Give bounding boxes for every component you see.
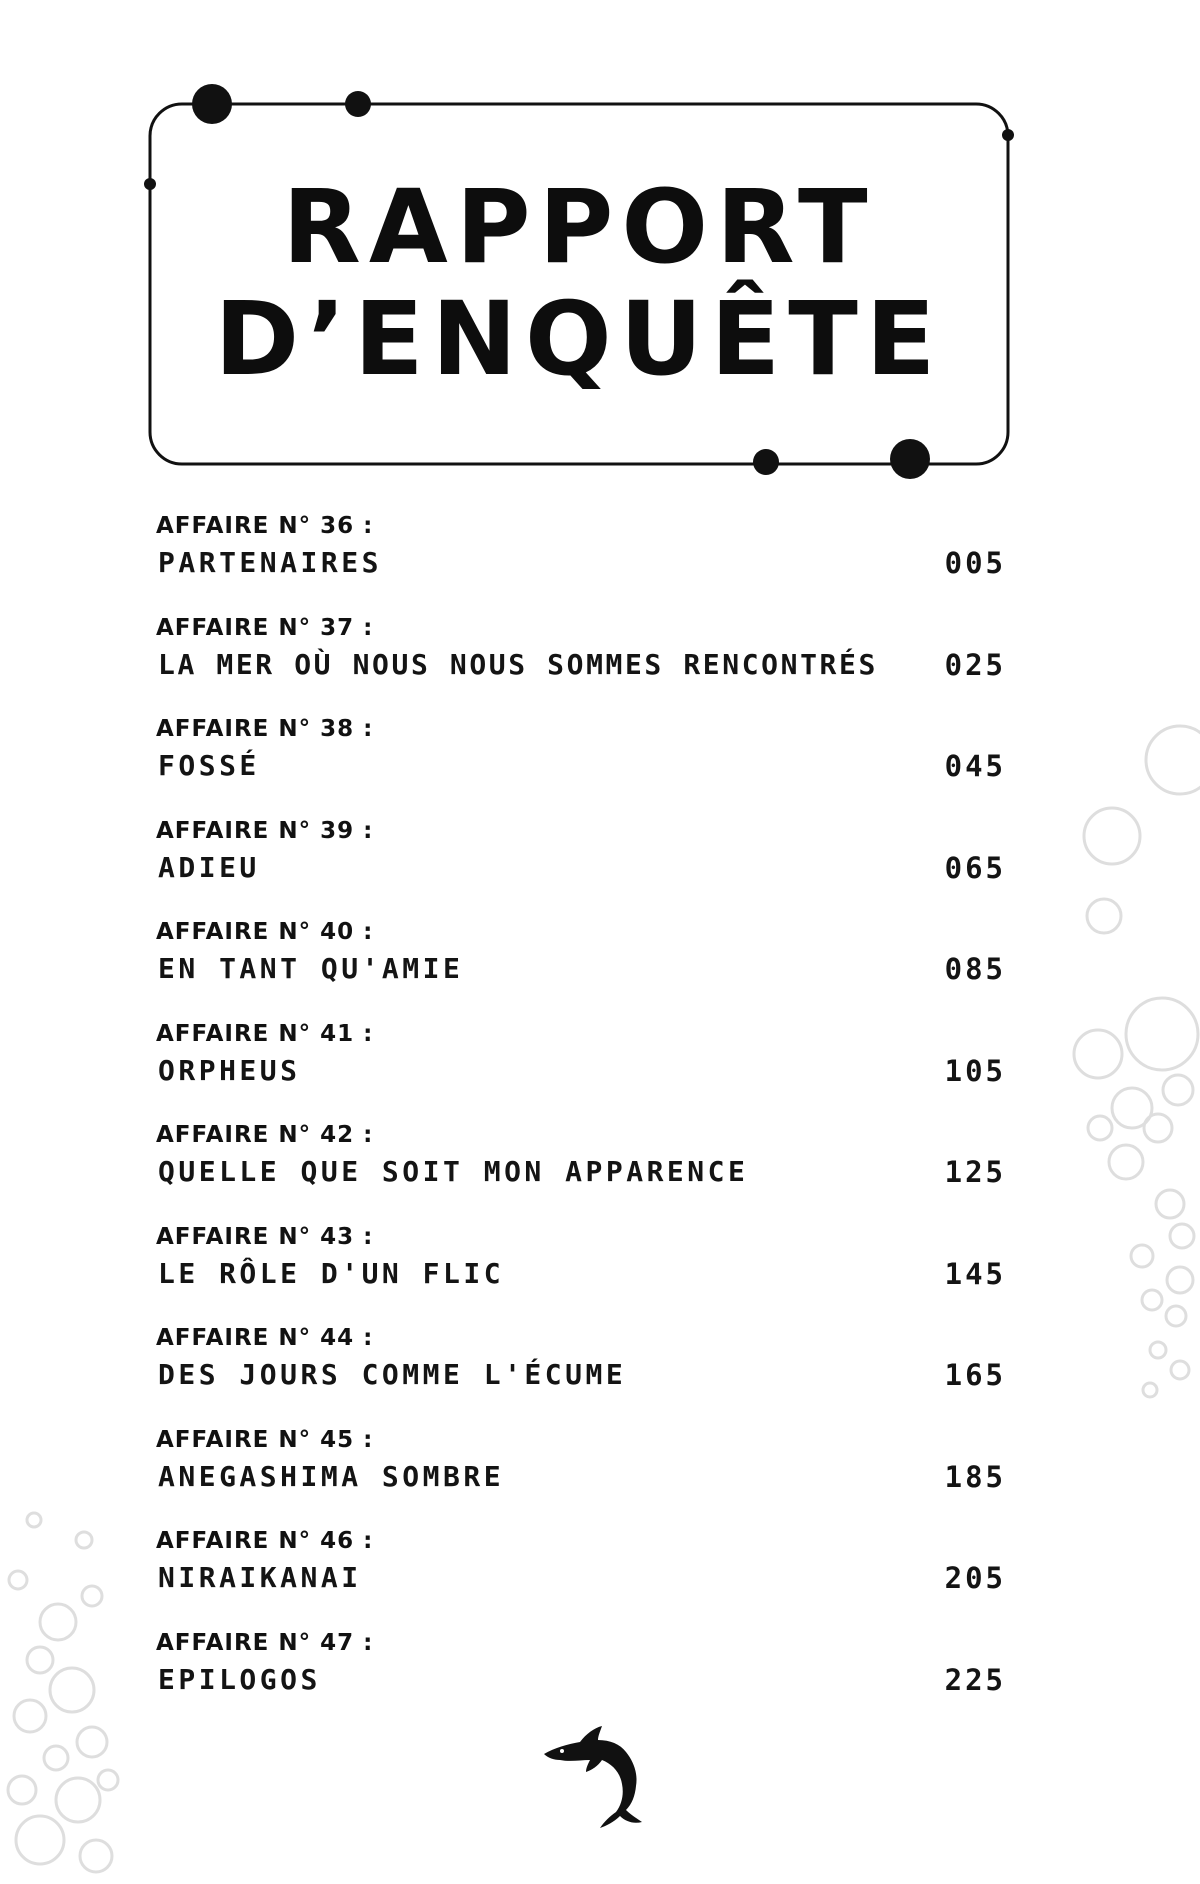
chapter-title: EN TANT QU'AMIE (158, 952, 464, 985)
page-number: 045 (944, 749, 1006, 783)
case-label: AFFAIRE N° 43 : (156, 1223, 374, 1250)
case-label: AFFAIRE N° 39 : (156, 817, 374, 844)
case-label: AFFAIRE N° 41 : (156, 1020, 374, 1047)
case-label: AFFAIRE N° 36 : (156, 513, 374, 539)
case-label: AFFAIRE N° 45 : (156, 1426, 374, 1453)
toc-entry (156, 1223, 1006, 1325)
toc-entry (156, 918, 1006, 1020)
toc-entry (156, 1629, 1006, 1731)
toc-entry (156, 715, 1006, 817)
toc-entry (156, 512, 1006, 614)
case-label: AFFAIRE N° 37 : (156, 614, 374, 641)
title-line-1: RAPPORT (282, 168, 876, 287)
toc-entry (156, 1121, 1006, 1223)
case-label: AFFAIRE N° 46 : (156, 1528, 374, 1554)
page-number: 025 (944, 647, 1006, 682)
page-number: 005 (944, 546, 1006, 580)
page-title (150, 104, 1008, 464)
chapter-title: ADIEU (158, 850, 260, 884)
toc-entry (156, 1020, 1006, 1122)
chapter-title: LE RÔLE D'UN FLIC (158, 1256, 505, 1290)
title-line-2: D’ENQUÊTE (214, 280, 944, 399)
page-number: 185 (944, 1459, 1006, 1494)
toc-entry (156, 1426, 1006, 1528)
chapter-title: LA MER OÙ NOUS NOUS SOMMES RENCONTRÉS (158, 647, 878, 681)
dolphin-icon (540, 1718, 650, 1828)
case-label: AFFAIRE N° 44 : (156, 1325, 374, 1351)
case-label: AFFAIRE N° 38 : (156, 716, 374, 742)
table-of-contents (156, 512, 1006, 1730)
title-frame (150, 104, 1008, 464)
case-label: AFFAIRE N° 42 : (156, 1122, 374, 1148)
chapter-title: FOSSÉ (158, 749, 260, 782)
page-number: 225 (944, 1662, 1006, 1697)
case-label: AFFAIRE N° 47 : (156, 1629, 374, 1656)
chapter-title: PARTENAIRES (158, 546, 382, 579)
page-number: 205 (944, 1561, 1006, 1595)
page-number: 165 (944, 1358, 1006, 1392)
chapter-title: NIRAIKANAI (158, 1561, 362, 1594)
page-number: 145 (944, 1256, 1006, 1291)
toc-entry (156, 1324, 1006, 1426)
chapter-title: ORPHEUS (158, 1053, 301, 1087)
chapter-title: ANEGASHIMA SOMBRE (158, 1459, 505, 1493)
page-number: 125 (944, 1155, 1006, 1189)
toc-entry (156, 1527, 1006, 1629)
chapter-title: DES JOURS COMME L'ÉCUME (158, 1358, 627, 1391)
page-number: 105 (944, 1053, 1006, 1088)
case-label: AFFAIRE N° 40 : (156, 919, 374, 945)
chapter-title: QUELLE QUE SOIT MON APPARENCE (158, 1155, 749, 1188)
page-number: 085 (944, 952, 1006, 986)
chapter-title: EPILOGOS (158, 1662, 321, 1696)
toc-entry (156, 614, 1006, 716)
toc-entry (156, 817, 1006, 919)
page-number: 065 (944, 850, 1006, 885)
